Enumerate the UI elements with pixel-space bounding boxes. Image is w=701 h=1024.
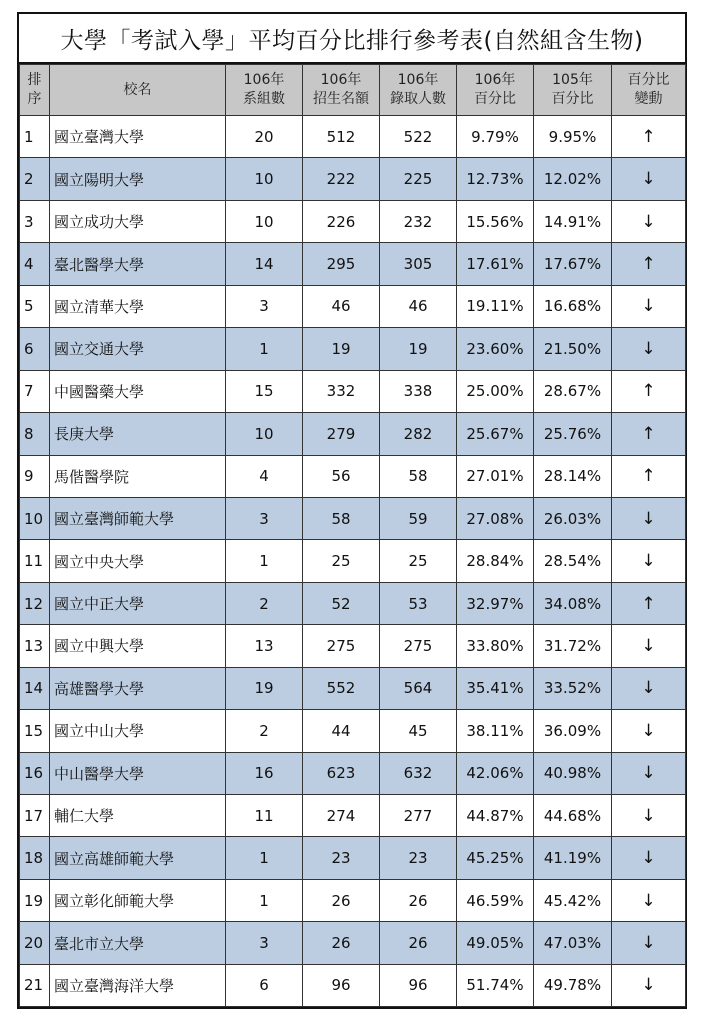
admitted-cell: 45 — [380, 710, 457, 752]
percentile-105-cell: 25.76% — [534, 413, 612, 455]
quota-cell: 279 — [303, 413, 380, 455]
change-arrow-cell: ↓ — [612, 837, 686, 879]
table-row — [20, 540, 686, 582]
dept-count-cell: 3 — [226, 922, 303, 964]
table-row — [20, 879, 686, 921]
header-pct106: 106年 百分比 — [457, 65, 534, 116]
dept-count-cell: 4 — [226, 455, 303, 497]
percentile-105-cell: 45.42% — [534, 879, 612, 921]
percentile-105-cell: 44.68% — [534, 795, 612, 837]
change-arrow-cell: ↓ — [612, 667, 686, 709]
table-row — [20, 285, 686, 327]
table-row — [20, 413, 686, 455]
percentile-106-cell: 33.80% — [457, 625, 534, 667]
rank-cell: 5 — [20, 285, 50, 327]
change-arrow-cell: ↓ — [612, 964, 686, 1006]
percentile-106-cell: 9.79% — [457, 116, 534, 158]
admitted-cell: 46 — [380, 285, 457, 327]
quota-cell: 44 — [303, 710, 380, 752]
percentile-106-cell: 17.61% — [457, 243, 534, 285]
percentile-105-cell: 40.98% — [534, 752, 612, 794]
dept-count-cell: 16 — [226, 752, 303, 794]
school-name-cell: 國立陽明大學 — [50, 158, 226, 200]
percentile-105-cell: 34.08% — [534, 582, 612, 624]
rank-cell: 8 — [20, 413, 50, 455]
ranking-table — [19, 64, 686, 1007]
rank-cell: 7 — [20, 370, 50, 412]
percentile-106-cell: 12.73% — [457, 158, 534, 200]
percentile-105-cell: 41.19% — [534, 837, 612, 879]
change-arrow-cell: ↓ — [612, 795, 686, 837]
table-row — [20, 582, 686, 624]
school-name-cell: 國立交通大學 — [50, 328, 226, 370]
quota-cell: 512 — [303, 116, 380, 158]
rank-cell: 15 — [20, 710, 50, 752]
school-name-cell: 輔仁大學 — [50, 795, 226, 837]
quota-cell: 52 — [303, 582, 380, 624]
change-arrow-cell: ↓ — [612, 879, 686, 921]
rank-cell: 1 — [20, 116, 50, 158]
table-row — [20, 752, 686, 794]
percentile-105-cell: 47.03% — [534, 922, 612, 964]
rank-cell: 10 — [20, 497, 50, 539]
table-row — [20, 158, 686, 200]
rank-cell: 21 — [20, 964, 50, 1006]
change-arrow-cell: ↑ — [612, 243, 686, 285]
ranking-sheet — [17, 12, 687, 1009]
school-name-cell: 臺北市立大學 — [50, 922, 226, 964]
header-depts: 106年 系組數 — [226, 65, 303, 116]
school-name-cell: 國立臺灣大學 — [50, 116, 226, 158]
admitted-cell: 59 — [380, 497, 457, 539]
dept-count-cell: 1 — [226, 328, 303, 370]
school-name-cell: 國立臺灣海洋大學 — [50, 964, 226, 1006]
percentile-105-cell: 49.78% — [534, 964, 612, 1006]
admitted-cell: 282 — [380, 413, 457, 455]
change-arrow-cell: ↓ — [612, 710, 686, 752]
dept-count-cell: 1 — [226, 540, 303, 582]
table-row — [20, 922, 686, 964]
dept-count-cell: 14 — [226, 243, 303, 285]
admitted-cell: 19 — [380, 328, 457, 370]
school-name-cell: 中國醫藥大學 — [50, 370, 226, 412]
admitted-cell: 58 — [380, 455, 457, 497]
admitted-cell: 53 — [380, 582, 457, 624]
quota-cell: 623 — [303, 752, 380, 794]
header-change: 百分比 變動 — [612, 65, 686, 116]
dept-count-cell: 1 — [226, 837, 303, 879]
school-name-cell: 高雄醫學大學 — [50, 667, 226, 709]
dept-count-cell: 2 — [226, 582, 303, 624]
header-rank: 排 序 — [20, 65, 50, 116]
change-arrow-cell: ↑ — [612, 582, 686, 624]
admitted-cell: 305 — [380, 243, 457, 285]
school-name-cell: 國立中正大學 — [50, 582, 226, 624]
table-row — [20, 837, 686, 879]
percentile-106-cell: 23.60% — [457, 328, 534, 370]
percentile-106-cell: 44.87% — [457, 795, 534, 837]
quota-cell: 26 — [303, 922, 380, 964]
percentile-105-cell: 31.72% — [534, 625, 612, 667]
school-name-cell: 中山醫學大學 — [50, 752, 226, 794]
percentile-106-cell: 27.01% — [457, 455, 534, 497]
school-name-cell: 國立清華大學 — [50, 285, 226, 327]
header-admitted: 106年 錄取人數 — [380, 65, 457, 116]
change-arrow-cell: ↑ — [612, 116, 686, 158]
header-pct105: 105年 百分比 — [534, 65, 612, 116]
rank-cell: 12 — [20, 582, 50, 624]
school-name-cell: 國立臺灣師範大學 — [50, 497, 226, 539]
percentile-106-cell: 25.67% — [457, 413, 534, 455]
dept-count-cell: 10 — [226, 158, 303, 200]
admitted-cell: 632 — [380, 752, 457, 794]
table-row — [20, 667, 686, 709]
percentile-105-cell: 36.09% — [534, 710, 612, 752]
table-row — [20, 243, 686, 285]
quota-cell: 295 — [303, 243, 380, 285]
table-row — [20, 328, 686, 370]
change-arrow-cell: ↓ — [612, 922, 686, 964]
percentile-105-cell: 14.91% — [534, 200, 612, 242]
quota-cell: 332 — [303, 370, 380, 412]
percentile-105-cell: 21.50% — [534, 328, 612, 370]
rank-cell: 11 — [20, 540, 50, 582]
quota-cell: 96 — [303, 964, 380, 1006]
percentile-105-cell: 28.14% — [534, 455, 612, 497]
admitted-cell: 338 — [380, 370, 457, 412]
rank-cell: 13 — [20, 625, 50, 667]
percentile-106-cell: 27.08% — [457, 497, 534, 539]
school-name-cell: 國立中央大學 — [50, 540, 226, 582]
dept-count-cell: 2 — [226, 710, 303, 752]
rank-cell: 2 — [20, 158, 50, 200]
percentile-106-cell: 35.41% — [457, 667, 534, 709]
dept-count-cell: 1 — [226, 879, 303, 921]
admitted-cell: 277 — [380, 795, 457, 837]
admitted-cell: 25 — [380, 540, 457, 582]
table-row — [20, 964, 686, 1006]
school-name-cell: 國立成功大學 — [50, 200, 226, 242]
rank-cell: 16 — [20, 752, 50, 794]
percentile-106-cell: 51.74% — [457, 964, 534, 1006]
header-quota: 106年 招生名額 — [303, 65, 380, 116]
percentile-106-cell: 15.56% — [457, 200, 534, 242]
dept-count-cell: 20 — [226, 116, 303, 158]
dept-count-cell: 19 — [226, 667, 303, 709]
quota-cell: 26 — [303, 879, 380, 921]
table-row — [20, 497, 686, 539]
table-body — [20, 116, 686, 1007]
change-arrow-cell: ↓ — [612, 752, 686, 794]
percentile-106-cell: 46.59% — [457, 879, 534, 921]
admitted-cell: 26 — [380, 922, 457, 964]
quota-cell: 23 — [303, 837, 380, 879]
admitted-cell: 564 — [380, 667, 457, 709]
admitted-cell: 232 — [380, 200, 457, 242]
rank-cell: 14 — [20, 667, 50, 709]
rank-cell: 17 — [20, 795, 50, 837]
quota-cell: 19 — [303, 328, 380, 370]
table-row — [20, 710, 686, 752]
quota-cell: 275 — [303, 625, 380, 667]
percentile-105-cell: 33.52% — [534, 667, 612, 709]
change-arrow-cell: ↑ — [612, 413, 686, 455]
change-arrow-cell: ↓ — [612, 158, 686, 200]
percentile-105-cell: 9.95% — [534, 116, 612, 158]
school-name-cell: 馬偕醫學院 — [50, 455, 226, 497]
quota-cell: 25 — [303, 540, 380, 582]
percentile-105-cell: 28.54% — [534, 540, 612, 582]
quota-cell: 274 — [303, 795, 380, 837]
quota-cell: 222 — [303, 158, 380, 200]
change-arrow-cell: ↑ — [612, 370, 686, 412]
table-row — [20, 795, 686, 837]
school-name-cell: 國立中興大學 — [50, 625, 226, 667]
percentile-105-cell: 16.68% — [534, 285, 612, 327]
quota-cell: 46 — [303, 285, 380, 327]
rank-cell: 4 — [20, 243, 50, 285]
school-name-cell: 國立中山大學 — [50, 710, 226, 752]
school-name-cell: 國立彰化師範大學 — [50, 879, 226, 921]
rank-cell: 20 — [20, 922, 50, 964]
admitted-cell: 23 — [380, 837, 457, 879]
admitted-cell: 225 — [380, 158, 457, 200]
dept-count-cell: 13 — [226, 625, 303, 667]
rank-cell: 18 — [20, 837, 50, 879]
admitted-cell: 275 — [380, 625, 457, 667]
dept-count-cell: 3 — [226, 285, 303, 327]
quota-cell: 226 — [303, 200, 380, 242]
change-arrow-cell: ↓ — [612, 497, 686, 539]
percentile-106-cell: 28.84% — [457, 540, 534, 582]
change-arrow-cell: ↓ — [612, 540, 686, 582]
percentile-106-cell: 38.11% — [457, 710, 534, 752]
rank-cell: 3 — [20, 200, 50, 242]
table-row — [20, 200, 686, 242]
quota-cell: 58 — [303, 497, 380, 539]
quota-cell: 552 — [303, 667, 380, 709]
dept-count-cell: 11 — [226, 795, 303, 837]
admitted-cell: 96 — [380, 964, 457, 1006]
school-name-cell: 臺北醫學大學 — [50, 243, 226, 285]
header-row — [20, 65, 686, 116]
percentile-105-cell: 26.03% — [534, 497, 612, 539]
dept-count-cell: 10 — [226, 200, 303, 242]
percentile-106-cell: 45.25% — [457, 837, 534, 879]
change-arrow-cell: ↓ — [612, 625, 686, 667]
school-name-cell: 國立高雄師範大學 — [50, 837, 226, 879]
change-arrow-cell: ↓ — [612, 285, 686, 327]
percentile-106-cell: 32.97% — [457, 582, 534, 624]
percentile-105-cell: 12.02% — [534, 158, 612, 200]
percentile-106-cell: 49.05% — [457, 922, 534, 964]
percentile-106-cell: 25.00% — [457, 370, 534, 412]
percentile-106-cell: 19.11% — [457, 285, 534, 327]
change-arrow-cell: ↑ — [612, 455, 686, 497]
rank-cell: 9 — [20, 455, 50, 497]
dept-count-cell: 3 — [226, 497, 303, 539]
table-row — [20, 625, 686, 667]
table-row — [20, 455, 686, 497]
change-arrow-cell: ↓ — [612, 200, 686, 242]
table-row — [20, 370, 686, 412]
percentile-105-cell: 17.67% — [534, 243, 612, 285]
table-row — [20, 116, 686, 158]
school-name-cell: 長庚大學 — [50, 413, 226, 455]
change-arrow-cell: ↓ — [612, 328, 686, 370]
dept-count-cell: 6 — [226, 964, 303, 1006]
admitted-cell: 26 — [380, 879, 457, 921]
page-title: 大學「考試入學」平均百分比排行參考表(自然組含生物) — [19, 14, 685, 64]
rank-cell: 19 — [20, 879, 50, 921]
quota-cell: 56 — [303, 455, 380, 497]
admitted-cell: 522 — [380, 116, 457, 158]
dept-count-cell: 10 — [226, 413, 303, 455]
percentile-105-cell: 28.67% — [534, 370, 612, 412]
dept-count-cell: 15 — [226, 370, 303, 412]
header-school: 校名 — [50, 65, 226, 116]
percentile-106-cell: 42.06% — [457, 752, 534, 794]
rank-cell: 6 — [20, 328, 50, 370]
